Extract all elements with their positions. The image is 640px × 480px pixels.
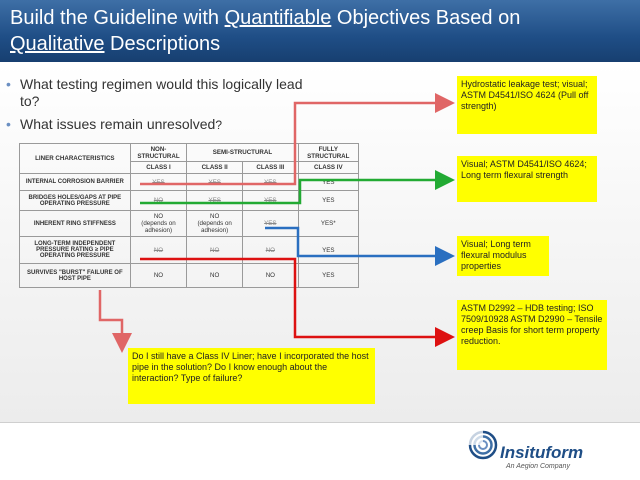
callout-flexural-modulus: Visual; Long term flexural modulus properties <box>457 236 549 276</box>
cell-value-main: NO <box>210 213 220 220</box>
cell-value: YES <box>187 191 243 211</box>
row-label: SURVIVES "BURST" FAILURE OF HOST PIPE <box>20 264 131 288</box>
bullet-text: What issues remain unresolved <box>20 116 216 132</box>
cell-value: NO <box>187 237 243 264</box>
insituform-logo-icon <box>468 430 498 460</box>
footer-divider <box>0 422 640 423</box>
header-semi-structural: SEMI-STRUCTURAL <box>187 144 298 162</box>
row-label: INHERENT RING STIFFNESS <box>20 211 131 237</box>
bullet-suffix: ? <box>215 118 222 132</box>
arrow-blue-stiffness <box>265 228 450 256</box>
callout-hydrostatic: Hydrostatic leakage test; visual; ASTM D4541/ISO 4624 (Pull off strength) <box>457 76 597 134</box>
arrow-pink-corrosion <box>140 103 450 184</box>
bullet-dot-icon: • <box>6 116 11 132</box>
cell-value-note: (depends on adhesion) <box>141 220 176 234</box>
cell-value: YES <box>187 174 243 191</box>
cell-value: YES <box>298 174 358 191</box>
header-class-2: CLASS II <box>187 162 243 174</box>
insituform-logo-tagline: An Aegion Company <box>506 463 570 470</box>
header-non-structural: NON-STRUCTURAL <box>130 144 187 162</box>
callout-hdb-testing: ASTM D2992 – HDB testing; ISO 7509/10928 ASTM D2990 – Tensile creep Basis for short term property reduction. <box>457 300 607 370</box>
cell-value: NO <box>130 191 187 211</box>
title-text: Descriptions <box>104 33 221 55</box>
row-label: BRIDGES HOLES/GAPS AT PIPE OPERATING PRESSURE <box>20 191 131 211</box>
bullet-text: What testing regimen would this logically lead to? <box>20 76 303 109</box>
cell-value-note: (depends on adhesion) <box>197 220 232 234</box>
cell-value: YES* <box>298 211 358 237</box>
cell-value: NO <box>243 237 299 264</box>
title-text: Objectives Based on <box>331 7 521 29</box>
row-label: INTERNAL CORROSION BARRIER <box>20 174 131 191</box>
cell-value: NO <box>187 264 243 288</box>
cell-value: YES <box>243 211 299 237</box>
row-label: LONG-TERM INDEPENDENT PRESSURE RATING ≥ PIPE OPERATING PRESSURE <box>20 237 131 264</box>
arrow-pink-burst <box>100 290 122 348</box>
cell-value: NO <box>130 237 187 264</box>
title-text: Build the Guideline with <box>10 7 225 29</box>
cell-value: YES <box>298 264 358 288</box>
arrow-red-pressure <box>140 259 450 337</box>
cell-value: YES <box>298 237 358 264</box>
cell-value-main: NO <box>153 213 164 220</box>
header-class-3: CLASS III <box>243 162 299 174</box>
cell-value: YES <box>130 174 187 191</box>
header-class-1: CLASS I <box>130 162 187 174</box>
title-underlined-quantifiable: Quantifiable <box>224 7 332 29</box>
bullet-dot-icon: • <box>6 76 11 92</box>
cell-value: NO <box>243 264 299 288</box>
header-fully-structural: FULLY STRUCTURAL <box>298 144 358 162</box>
insituform-logo-text: Insituform <box>500 443 584 462</box>
callout-class-iv-question: Do I still have a Class IV Liner; have I incorporated the host pipe in the solution? Do I know enough about the interaction? Type of failure? <box>128 348 375 404</box>
cell-value: NO <box>130 264 187 288</box>
header-class-4: CLASS IV <box>298 162 358 174</box>
callout-visual-flexural-strength: Visual; ASTM D4541/ISO 4624; Long term flexural strength <box>457 156 597 202</box>
cell-value: YES <box>243 191 299 211</box>
cell-value: YES <box>243 174 299 191</box>
header-liner-characteristics: LINER CHARACTERISTICS <box>20 144 131 174</box>
title-underlined-qualitative: Qualitative <box>10 33 105 55</box>
cell-value: YES <box>298 191 358 211</box>
